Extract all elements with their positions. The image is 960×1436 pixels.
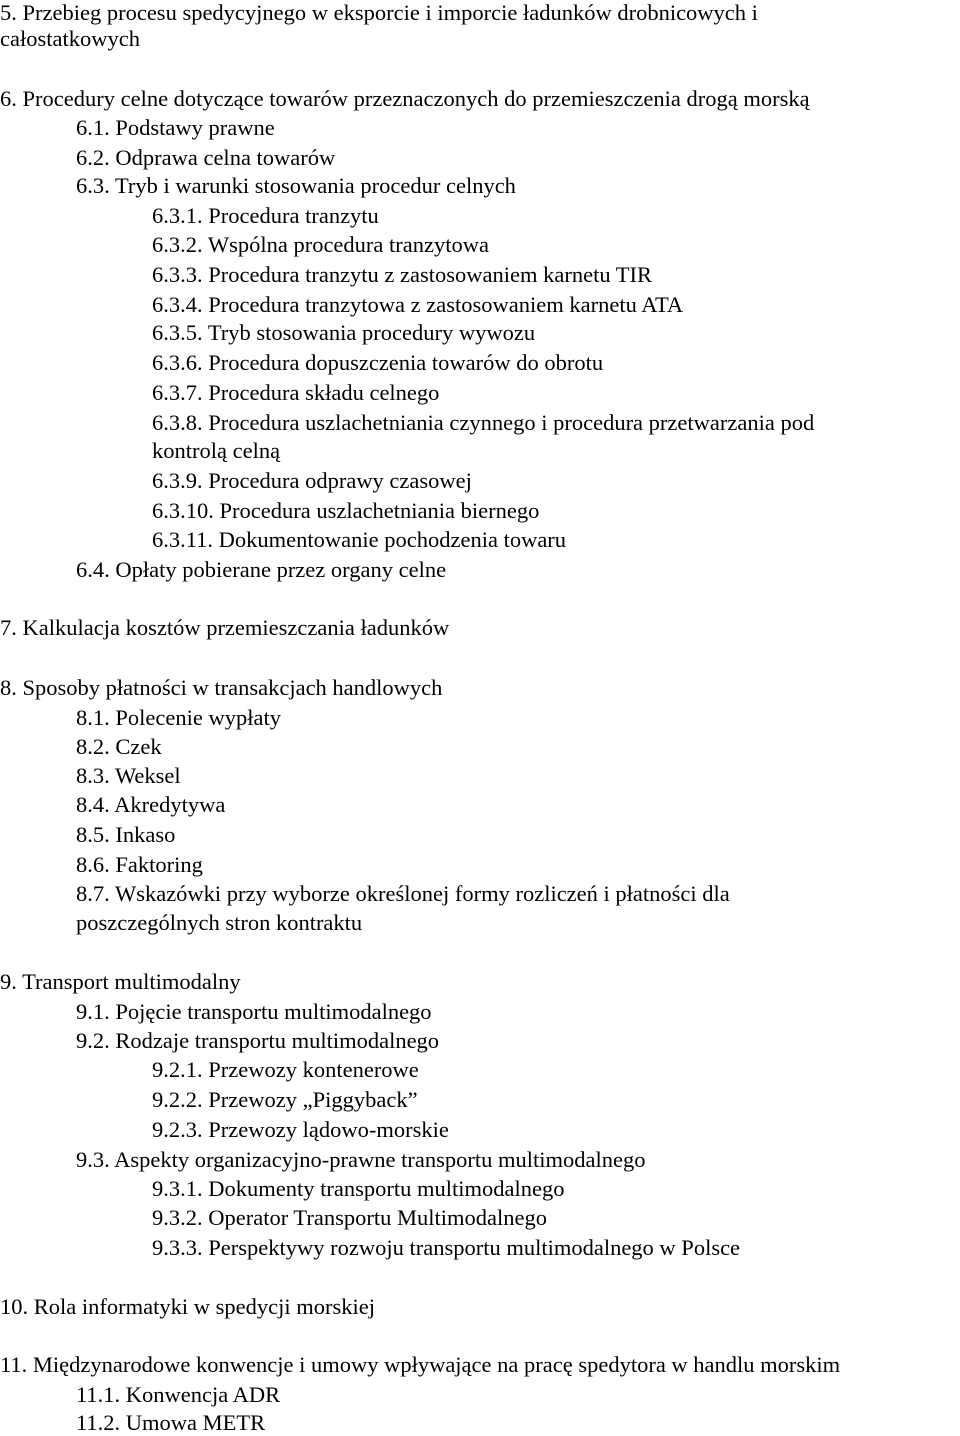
toc-line-11-1: 11.1. Konwencja ADR [76, 1382, 281, 1407]
toc-line-5-title-cont: całostatkowych [0, 26, 140, 51]
toc-line-8-5: 8.5. Inkaso [76, 822, 176, 847]
toc-line-6-3-1: 6.3.1. Procedura tranzytu [152, 203, 379, 228]
toc-line-6-3-5: 6.3.5. Tryb stosowania procedury wywozu [152, 320, 536, 345]
toc-line-6-1: 6.1. Podstawy prawne [76, 115, 275, 140]
toc-line-7-title: 7. Kalkulacja kosztów przemieszczania ładunków [0, 615, 450, 640]
toc-line-8-3: 8.3. Weksel [76, 763, 181, 788]
toc-line-8-7: 8.7. Wskazówki przy wyborze określonej formy rozliczeń i płatności dla [76, 881, 730, 906]
toc-line-6-3-8: 6.3.8. Procedura uszlachetniania czynnego i procedura przetwarzania pod [152, 410, 815, 435]
toc-line-8-title: 8. Sposoby płatności w transakcjach handlowych [0, 675, 443, 700]
toc-line-6-2: 6.2. Odprawa celna towarów [76, 145, 336, 170]
toc-line-6-4: 6.4. Opłaty pobierane przez organy celne [76, 557, 447, 582]
toc-line-9-2-2: 9.2.2. Przewozy „Piggyback” [152, 1087, 418, 1112]
toc-line-9-2-1: 9.2.1. Przewozy kontenerowe [152, 1057, 419, 1082]
toc-line-8-7-cont: poszczególnych stron kontraktu [76, 910, 363, 935]
toc-line-6-title: 6. Procedury celne dotyczące towarów przeznaczonych do przemieszczenia drogą morską [0, 86, 810, 111]
toc-line-9-3: 9.3. Aspekty organizacyjno-prawne transportu multimodalnego [76, 1147, 646, 1172]
toc-line-11-2: 11.2. Umowa METR [76, 1410, 266, 1435]
toc-line-6-3-6: 6.3.6. Procedura dopuszczenia towarów do obrotu [152, 350, 604, 375]
toc-line-11-title: 11. Międzynarodowe konwencje i umowy wpływające na pracę spedytora w handlu morskim [0, 1352, 841, 1377]
toc-line-6-3-9: 6.3.9. Procedura odprawy czasowej [152, 468, 472, 493]
toc-line-6-3-11: 6.3.11. Dokumentowanie pochodzenia towaru [152, 527, 567, 552]
toc-line-9-1: 9.1. Pojęcie transportu multimodalnego [76, 999, 432, 1024]
toc-line-6-3-2: 6.3.2. Wspólna procedura tranzytowa [152, 232, 489, 257]
toc-line-9-2-3: 9.2.3. Przewozy lądowo-morskie [152, 1117, 449, 1142]
toc-line-8-1: 8.1. Polecenie wypłaty [76, 705, 281, 730]
toc-line-6-3-8-cont: kontrolą celną [152, 438, 281, 463]
toc-line-9-2: 9.2. Rodzaje transportu multimodalnego [76, 1028, 440, 1053]
toc-line-6-3: 6.3. Tryb i warunki stosowania procedur celnych [76, 173, 516, 198]
toc-line-6-3-10: 6.3.10. Procedura uszlachetniania biernego [152, 498, 540, 523]
toc-line-9-3-3: 9.3.3. Perspektywy rozwoju transportu multimodalnego w Polsce [152, 1235, 741, 1260]
toc-line-8-6: 8.6. Faktoring [76, 852, 203, 877]
toc-line-9-title: 9. Transport multimodalny [0, 969, 241, 994]
toc-line-6-3-4: 6.3.4. Procedura tranzytowa z zastosowaniem karnetu ATA [152, 292, 684, 317]
toc-line-8-4: 8.4. Akredytywa [76, 792, 226, 817]
toc-line-5-title: 5. Przebieg procesu spedycyjnego w eksporcie i imporcie ładunków drobnicowych i [0, 0, 758, 25]
toc-line-8-2: 8.2. Czek [76, 734, 162, 759]
toc-line-9-3-1: 9.3.1. Dokumenty transportu multimodalnego [152, 1176, 565, 1201]
toc-line-10-title: 10. Rola informatyki w spedycji morskiej [0, 1294, 375, 1319]
toc-line-6-3-3: 6.3.3. Procedura tranzytu z zastosowaniem karnetu TIR [152, 262, 653, 287]
toc-line-6-3-7: 6.3.7. Procedura składu celnego [152, 380, 440, 405]
toc-line-9-3-2: 9.3.2. Operator Transportu Multimodalnego [152, 1205, 547, 1230]
